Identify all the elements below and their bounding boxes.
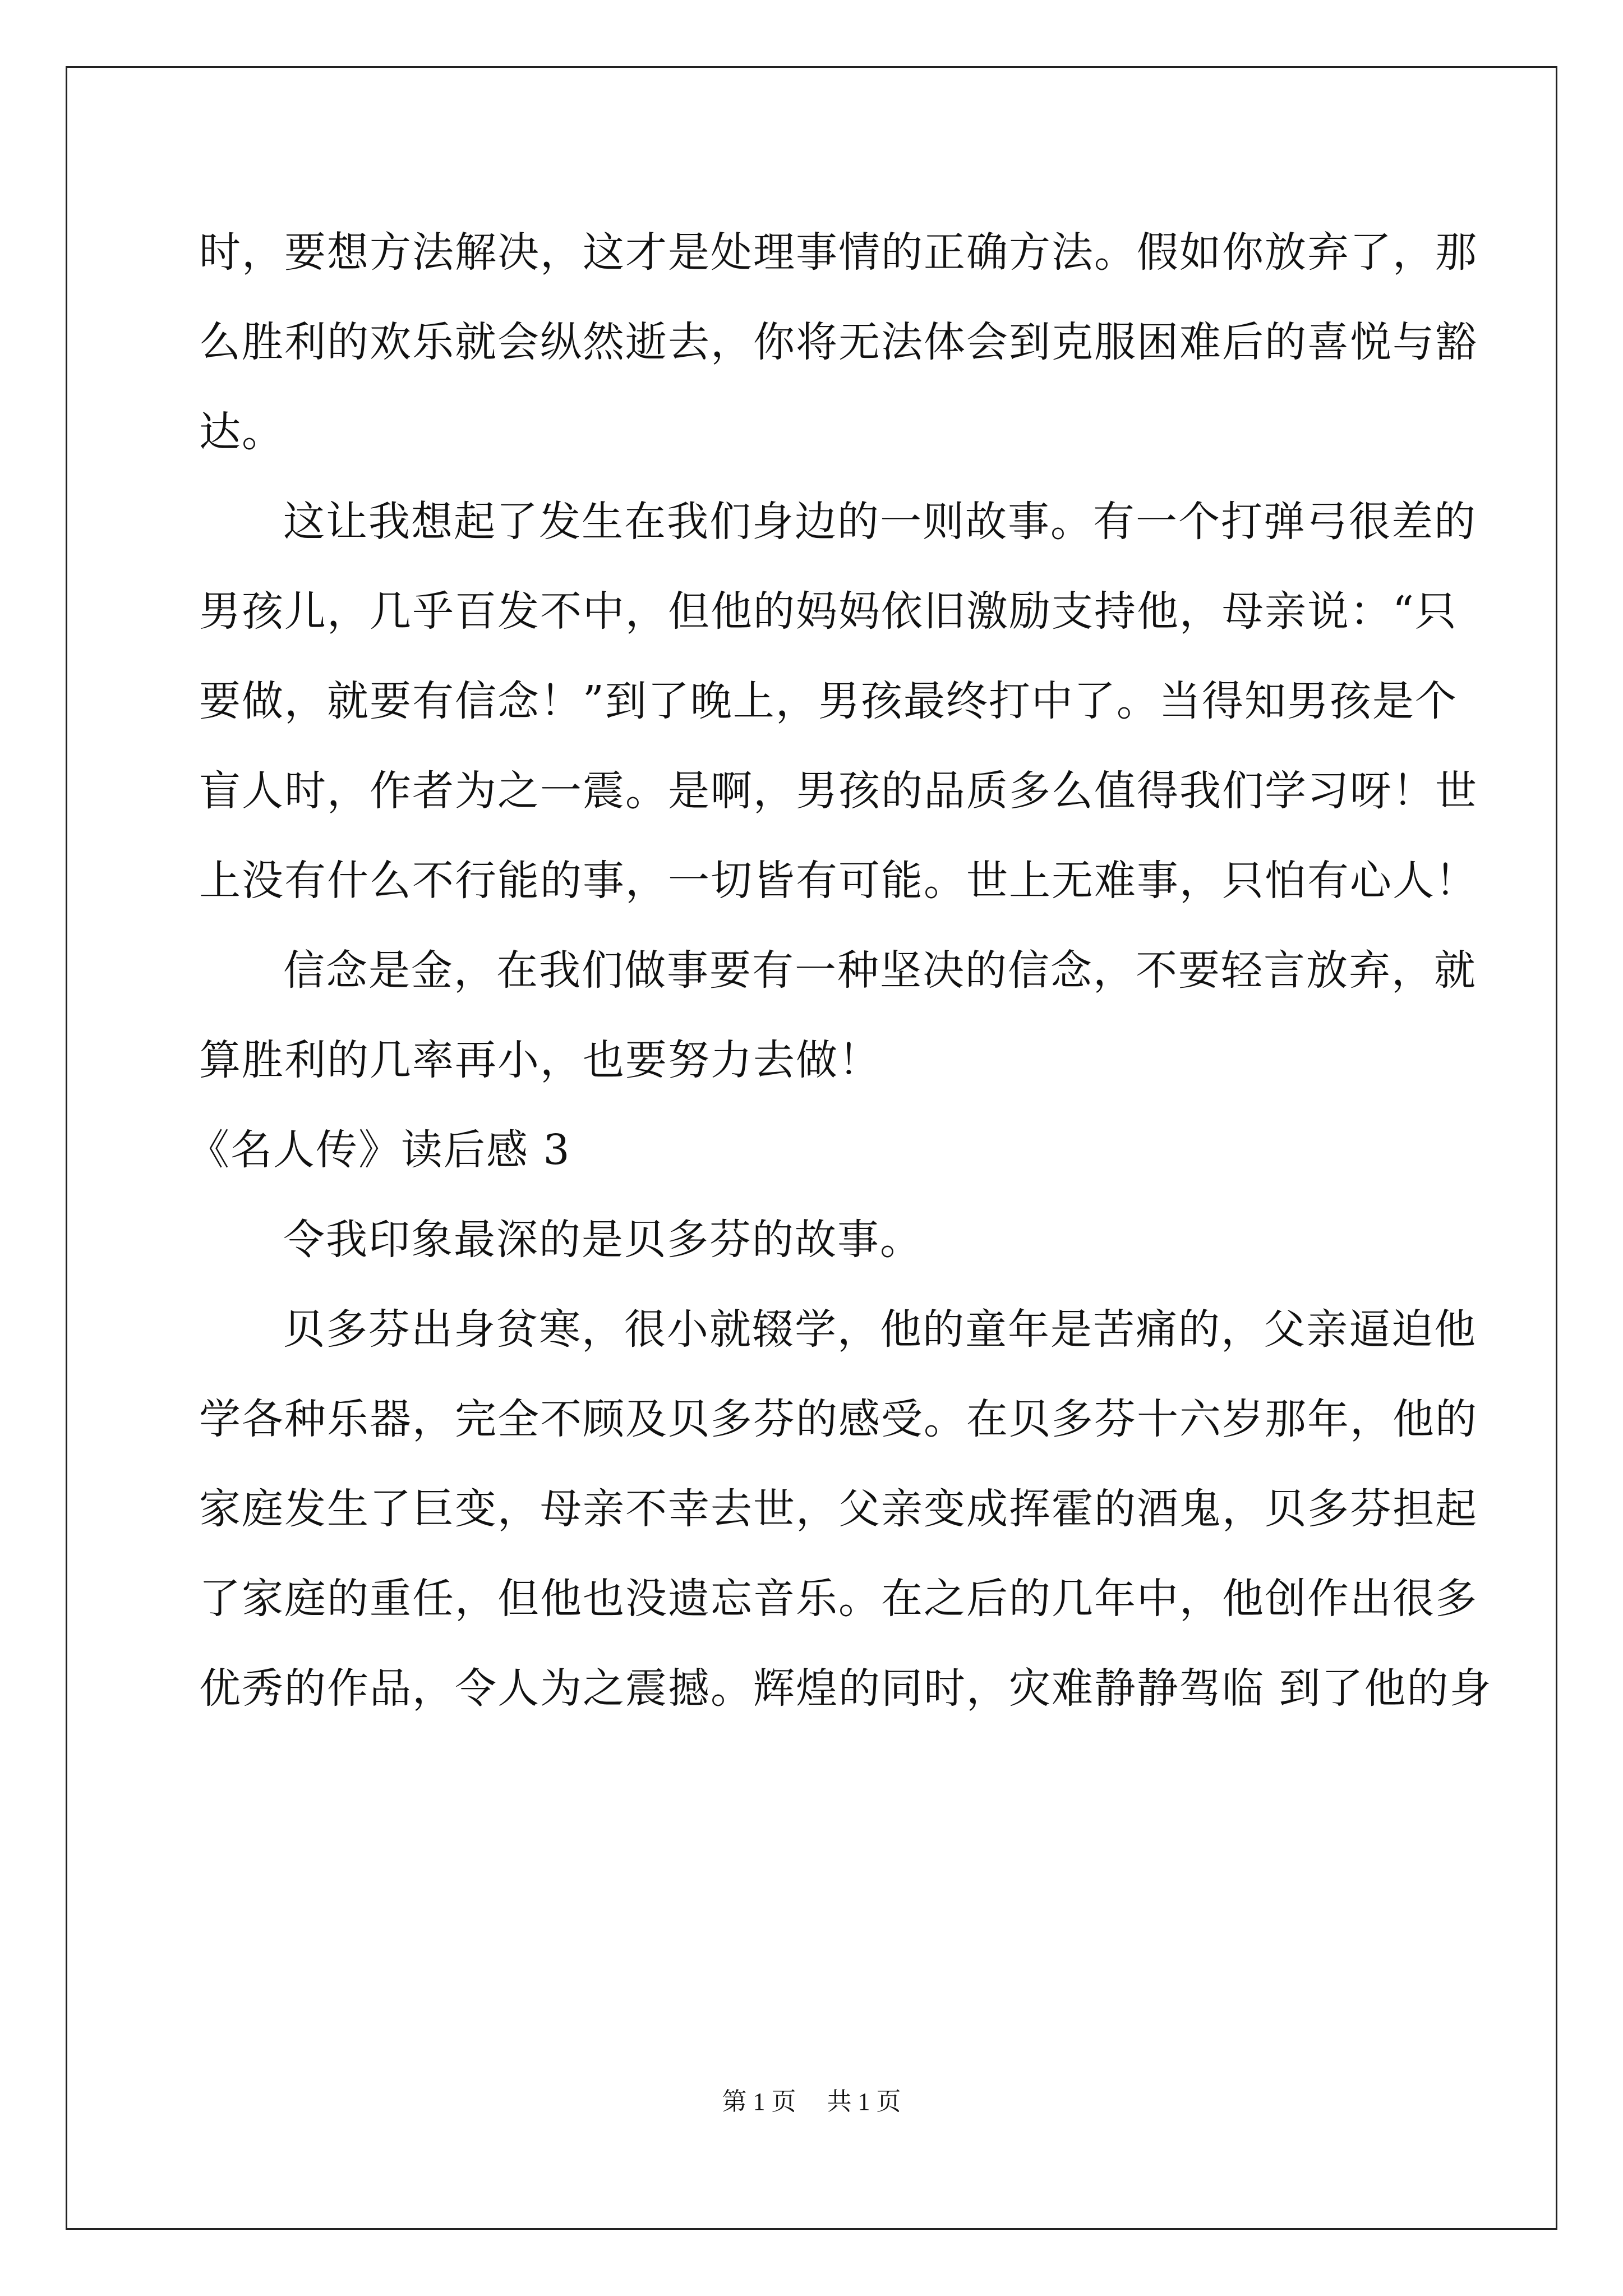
document-body — [188, 208, 1492, 1733]
text-line-7: 盲人时，作者为之一震。是啊，男孩的品质多么值得我们学习呀！世 — [199, 767, 1478, 815]
text-line-16: 了家庭的重任，但他也没遗忘音乐。在之后的几年中，他创作出很多 — [199, 1575, 1478, 1623]
text-line-8: 上没有什么不行能的事，一切皆有可能。世上无难事，只怕有心人！ — [199, 857, 1478, 905]
text-line-17: 优秀的作品，令人为之震撼。辉煌的同时，灾难静静驾临 到了他的身 — [199, 1664, 1492, 1713]
page-footer — [0, 2081, 1623, 2117]
text-line-12: 令我印象最深的是贝多芬的故事。 — [283, 1216, 923, 1264]
text-line-10: 算胜利的几率再小，也要努力去做！ — [199, 1036, 881, 1084]
text-line-3: 达。 — [199, 408, 284, 456]
page-number: 第 1 页 — [722, 2088, 796, 2115]
text-line-1: 时，要想方法解决，这才是处理事情的正确方法。假如你放弃了，那 — [199, 228, 1478, 277]
text-line-9: 信念是金，在我们做事要有一种坚决的信念，不要轻言放弃，就 — [283, 946, 1477, 995]
text-line-4: 这让我想起了发生在我们身边的一则故事。有一个打弹弓很差的 — [283, 498, 1477, 546]
text-line-14: 学各种乐器，完全不顾及贝多芬的感受。在贝多芬十六岁那年，他的 — [199, 1395, 1478, 1443]
text-line-13: 贝多芬出身贫寒，很小就辍学，他的童年是苦痛的，父亲逼迫他 — [283, 1305, 1477, 1354]
page-total: 共 1 页 — [827, 2088, 901, 2115]
text-line-15: 家庭发生了巨变，母亲不幸去世，父亲变成挥霍的酒鬼，贝多芬担起 — [199, 1485, 1478, 1533]
section-title: 《名人传》读后感 3 — [188, 1126, 571, 1174]
text-line-6: 要做，就要有信念！”到了晚上，男孩最终打中了。当得知男孩是个 — [199, 677, 1458, 725]
text-line-2: 么胜利的欢乐就会纵然逝去，你将无法体会到克服困难后的喜悦与豁 — [199, 318, 1478, 366]
text-line-5: 男孩儿，几乎百发不中，但他的妈妈依旧激励支持他，母亲说：“只 — [199, 587, 1458, 636]
